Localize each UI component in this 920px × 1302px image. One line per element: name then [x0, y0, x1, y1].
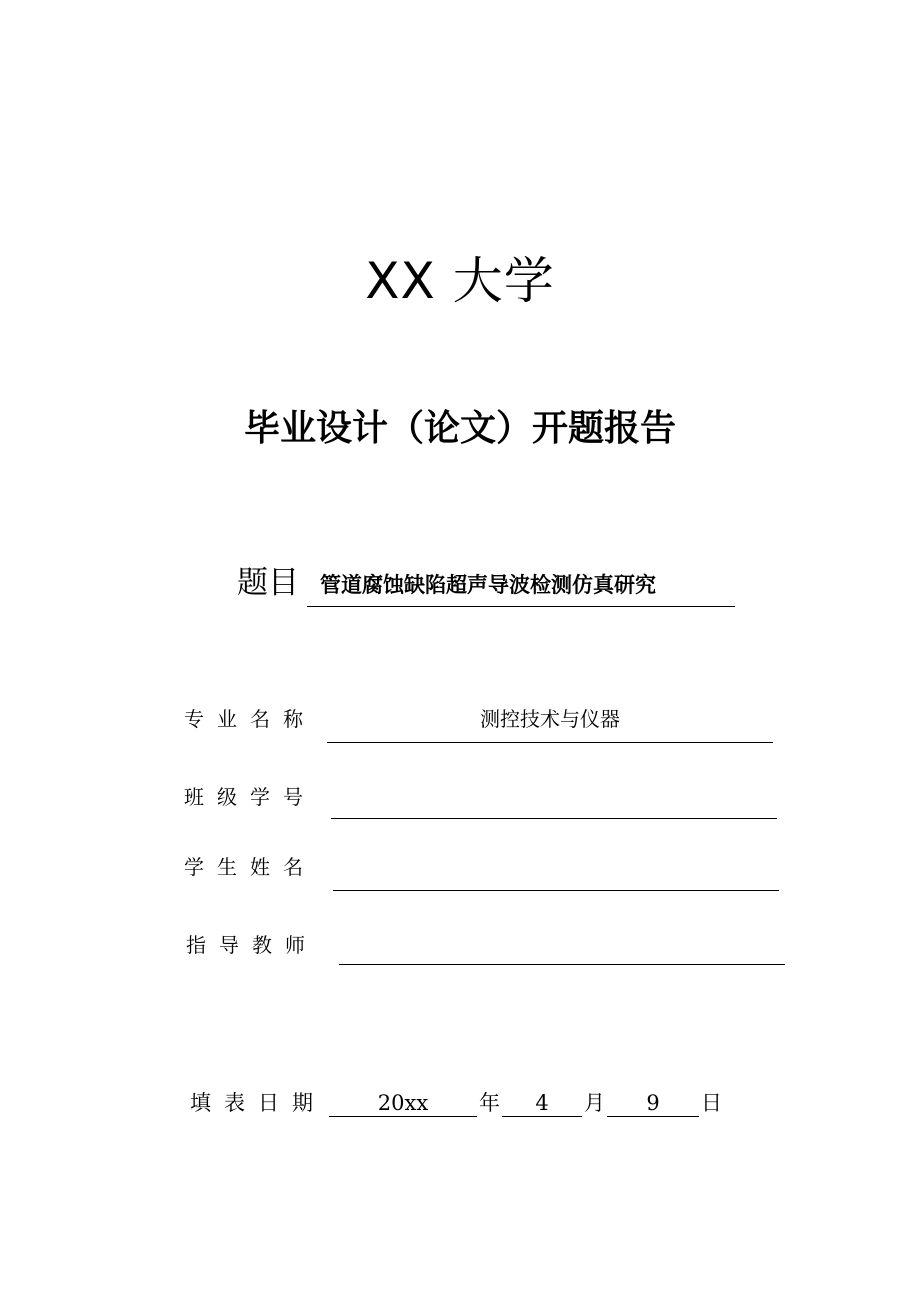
- fill-date-month-unit: 月: [584, 1091, 605, 1115]
- fill-date-day: 9: [607, 1089, 699, 1117]
- report-title: 毕业设计（论文）开题报告: [243, 408, 676, 449]
- fill-date-day-unit: 日: [701, 1091, 722, 1115]
- university-name: XX 大学: [365, 252, 555, 310]
- class-id-underline: [331, 818, 777, 819]
- topic-underline: [307, 606, 735, 607]
- major-value: 测控技术与仪器: [480, 707, 620, 731]
- student-name-label: 学生姓名: [184, 855, 316, 879]
- topic-label: 题目: [237, 565, 299, 601]
- fill-date-year: 20xx: [329, 1089, 477, 1117]
- topic-value: 管道腐蚀缺陷超声导波检测仿真研究: [320, 573, 656, 597]
- major-underline: [327, 742, 773, 743]
- student-name-underline: [333, 890, 779, 891]
- fill-date-year-unit: 年: [479, 1091, 500, 1115]
- fill-date-label: 填表日期: [190, 1091, 326, 1115]
- fill-date-month: 4: [502, 1089, 582, 1117]
- advisor-label: 指导教师: [186, 933, 318, 957]
- major-label: 专业名称: [184, 707, 316, 731]
- advisor-underline: [339, 964, 785, 965]
- class-id-label: 班级学号: [184, 785, 316, 809]
